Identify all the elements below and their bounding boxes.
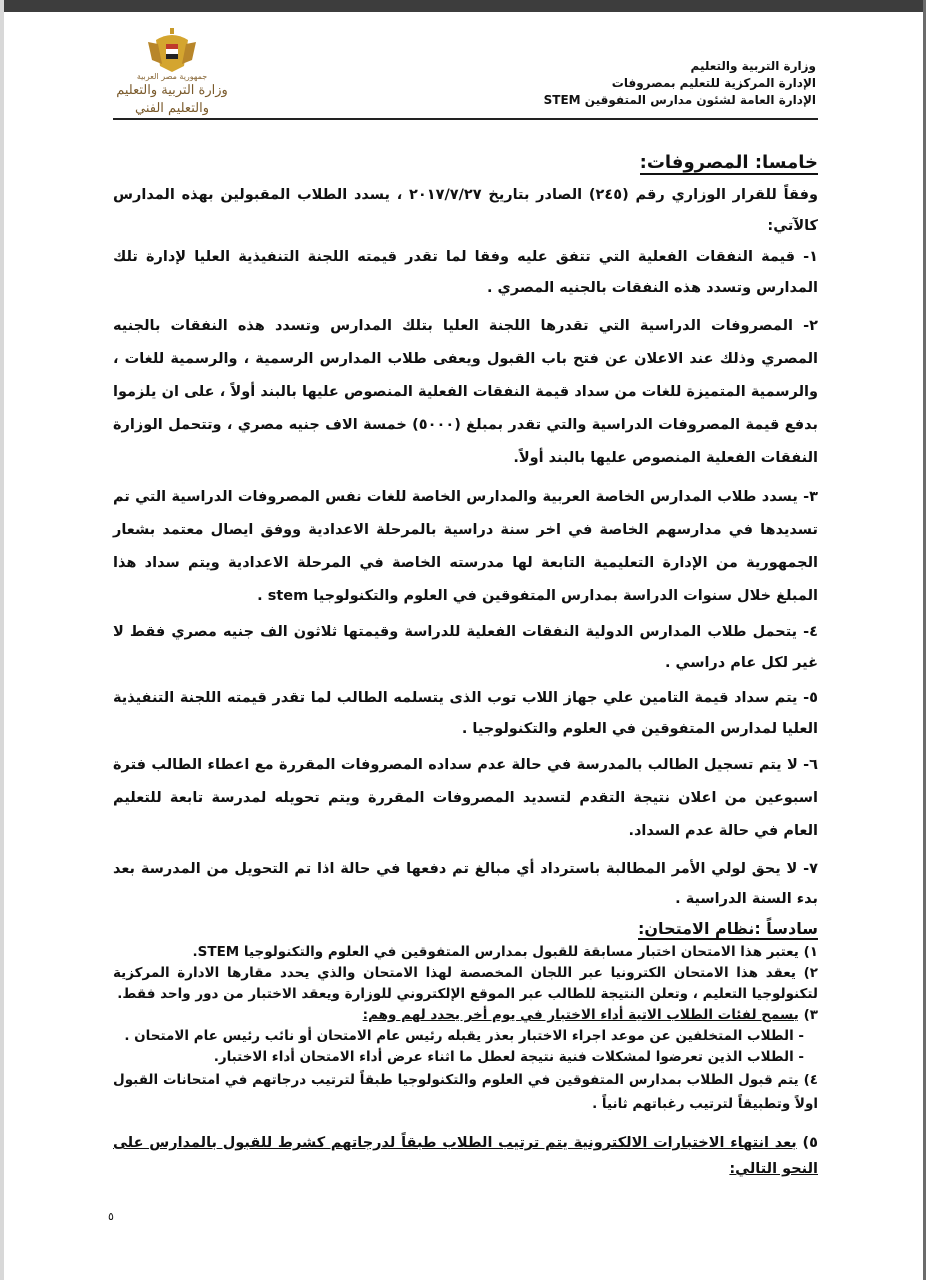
letterhead-general-admin: الإدارة العامة لشئون مدارس المتفوقين STEM: [543, 93, 816, 107]
section-6-title: [113, 916, 818, 942]
document-body: [113, 146, 818, 1182]
section-6-item-2: ٢) يعقد هذا الامتحان الكترونيا عبر اللجان المخصصة لهذا الامتحان والذي يحدد مقارها الادارة المركزية لتكنولوجيا التعليم ، وتعلن النتيجة للطالب عبر الموقع الإلكتروني للوزارة ويعقد الاختبار من دور واحد فقط.: [113, 965, 818, 1002]
section-6-item-1: ١) يعتبر هذا الامتحان اختبار مسابقة للقبول بمدارس المتفوقين في العلوم والتكنولوجيا STEM.: [192, 944, 818, 960]
page-number: ٥: [108, 1210, 114, 1223]
section-5-item-7: ٧- لا يحق لولي الأمر المطالبة باسترداد أي مبالغ تم دفعها في حالة اذا تم التحويل من المدرسة بعد بدء السنة الدراسية .: [113, 861, 818, 907]
section-6-item-3: [113, 1005, 818, 1026]
section-6-item-5-text: بعد انتهاء الاختبارات الالكترونية يتم ترتيب الطلاب طبقاً لدرجاتهم كشرط للقبول بالمدارس على النحو التالي:: [113, 1135, 818, 1177]
eagle-emblem-icon: [112, 26, 232, 72]
section-6-item-4: ٤) يتم قبول الطلاب بمدارس المتفوقين في العلوم والتكنولوجيا طبقاً لترتيب درجاتهم في امتحانات القبول اولاً وتطبيقاً لترتيب رغباتهم ثانياً .: [113, 1072, 818, 1112]
section-5-title-rest: : المصروفات:: [639, 152, 763, 173]
section-6-item-3-number: ٣): [798, 1007, 818, 1023]
letterhead-central-admin: الإدارة المركزية للتعليم بمصروفات: [611, 76, 816, 90]
section-5-item-1: ١- قيمة النفقات الفعلية التي تتفق عليه وفقا لما تقدر قيمته اللجنة التنفيذية العليا لإدارة تلك المدارس وتسدد هذه النفقات بالجنيه المصري .: [113, 249, 818, 296]
section-6-item-3-a: - الطلاب المتخلفين عن موعد اجراء الاختبار بعذر يقبله رئيس عام الامتحان أو نائب رئيس عام الامتحان .: [124, 1028, 804, 1044]
section-5-item-3: ٣- يسدد طلاب المدارس الخاصة العربية والمدارس الخاصة للغات نفس المصروفات الدراسية التي تم تسديدها في مدارسهم الخاصة في اخر سنة دراسية بالمرحلة الاعدادية ووفق ايصال معتمد بشعار الجمهورية من الإدارة التعليمية التابعة لها مدرسته الخاصة في المرحلة الاعدادية ويتم سداد هذا المبلغ خلال سنوات الدراسة بمدارس المتفوقين في العلوم والتكنولوجيا stem .: [113, 489, 818, 604]
letterhead: [456, 58, 816, 109]
section-5-item-6: ٦- لا يتم تسجيل الطالب بالمدرسة في حالة عدم سداده المصروفات المقررة مع اعطاء الطالب فترة اسبوعين من اعلان نتيجة التقدم لتسديد المصروفات المقررة ويتم تحويله لمدرسة تابعة للتعليم العام في حالة عدم السداد.: [113, 757, 818, 839]
logo-technical-text: والتعليم الفني: [135, 101, 209, 116]
section-5-item-2: ٢- المصروفات الدراسية التي تقدرها اللجنة العليا بتلك المدارس وتسدد هذه النفقات بالجنيه المصري وذلك عند الاعلان عن فتح باب القبول ويعفى طلاب المدارس الرسمية ، والرسمية للغات ، والرسمية المتميزة للغات من سداد قيمة النفقات الفعلية المنصوص عليها بالبند أولاً ، على ان يلزموا بدفع قيمة المصروفات الدراسية والتي تقدر بمبلغ (٥٠٠٠) خمسة الاف جنيه مصري ، وتتحمل الوزارة النفقات الفعلية المنصوص عليها بالبند أولاً.: [113, 318, 818, 466]
section-6-item-5-number: ٥): [796, 1135, 818, 1151]
section-6-item-5: [113, 1130, 818, 1182]
top-dark-edge: [0, 0, 926, 12]
section-5-title-prefix: خامسا: [762, 152, 818, 173]
section-6-title-text: سادساً :نظام الامتحان:: [638, 919, 818, 938]
letterhead-ministry: وزارة التربية والتعليم: [690, 59, 816, 73]
ministry-logo: [112, 26, 232, 118]
section-6-item-3-b: - الطلاب الذين تعرضوا لمشكلات فنية نتيجة لعطل ما اثناء عرض أداء الامتحان أداء الاختبار.: [213, 1049, 804, 1065]
section-5-item-4: ٤- يتحمل طلاب المدارس الدولية النفقات الفعلية للدراسة وقيمتها ثلاثون الف جنيه مصري فقط لا غير لكل عام دراسي .: [113, 624, 818, 671]
logo-ministry-text: وزارة التربية والتعليم: [116, 83, 228, 98]
logo-country-text: جمهورية مصر العربية: [136, 72, 208, 81]
header-rule: [113, 118, 818, 120]
section-5-intro: وفقاً للقرار الوزاري رقم (٢٤٥) الصادر بتاريخ ٢٠١٧/٧/٢٧ ، يسدد الطلاب المقبولين بهذه المدارس كالآتي:: [113, 187, 818, 234]
section-5-title: [113, 146, 818, 180]
section-6-item-3-text: يسمح لفئات الطلاب الاتية أداء الاختبار في يوم أخر يحدد لهم وهم:: [362, 1007, 799, 1023]
section-5-item-5: ٥- يتم سداد قيمة التامين علي جهاز اللاب توب الذى يتسلمه الطالب لما تقدر قيمته اللجنة التنفيذية العليا لمدارس المتفوقين في العلوم والتكنولوجيا .: [113, 690, 818, 737]
left-scan-edge: [0, 0, 4, 1280]
